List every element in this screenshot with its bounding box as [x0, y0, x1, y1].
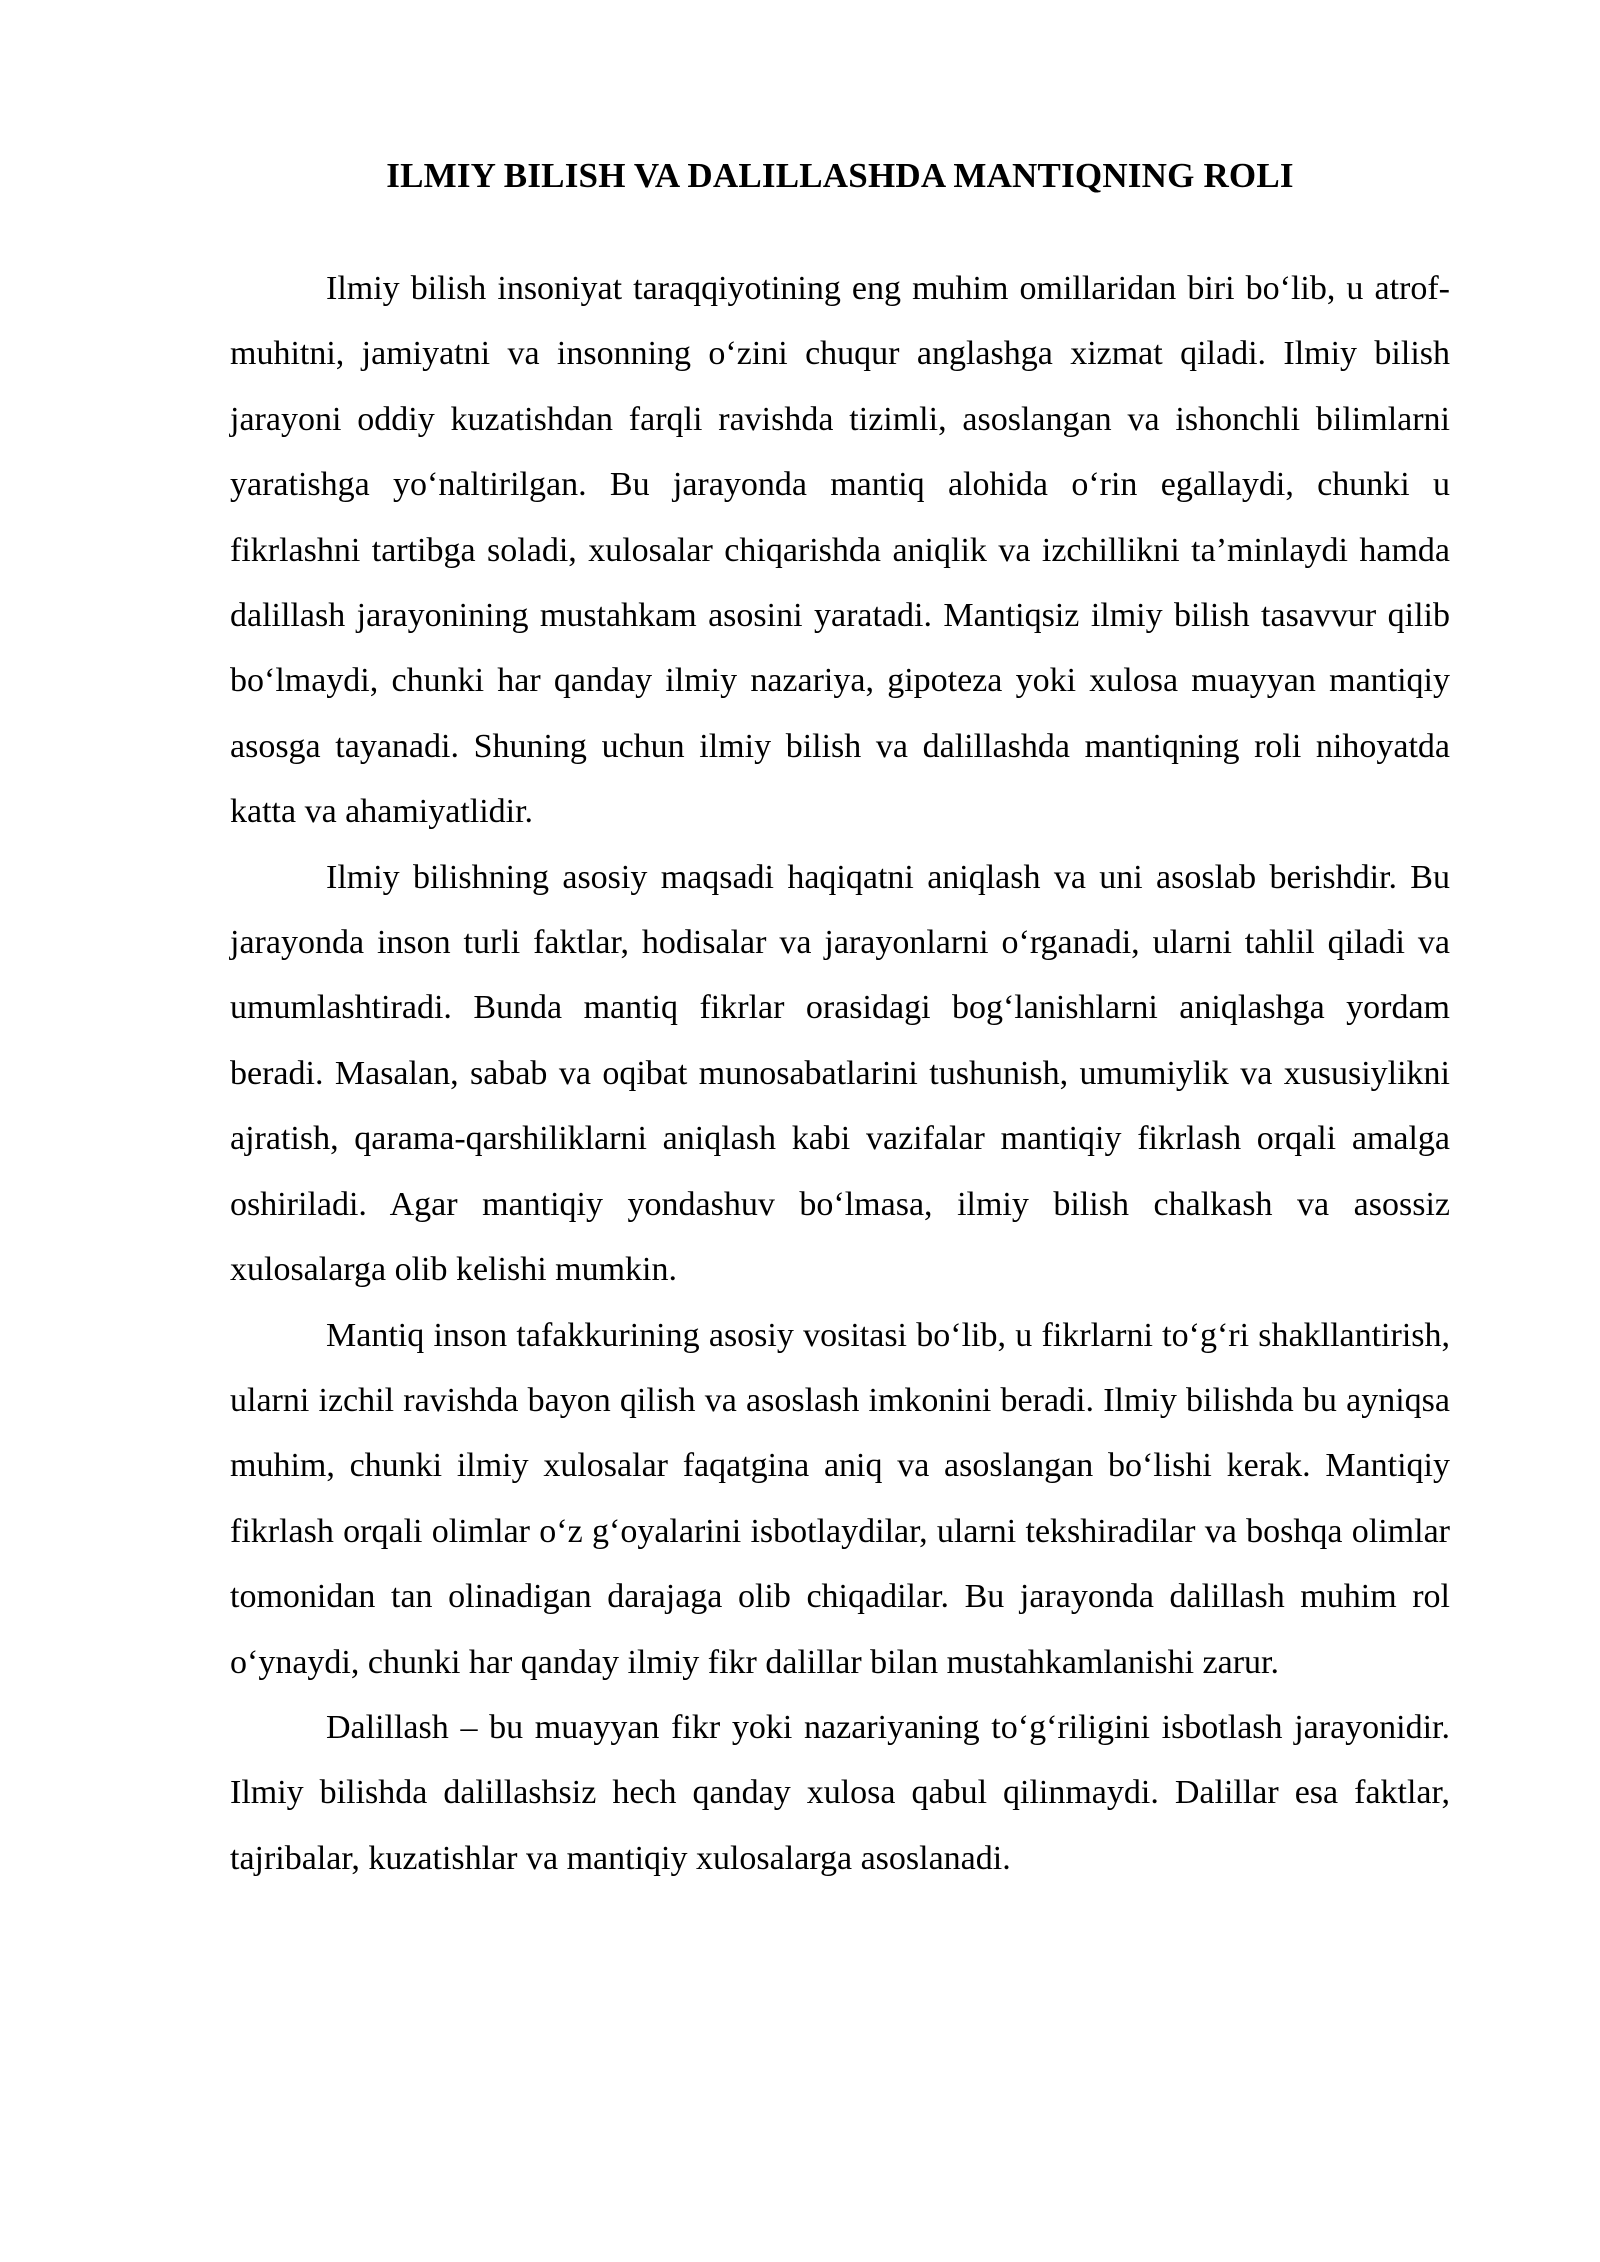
document-title: ILMIY BILISH VA DALILLASHDA MANTIQNING ROLI	[386, 156, 1294, 195]
document-body	[230, 256, 1450, 1891]
paragraph-1: Ilmiy bilish insoniyat taraqqiyotining eng muhim omillaridan biri bo‘lib, u atrof-muhitni, jamiyatni va insonning o‘zini chuqur anglashga xizmat qiladi. Ilmiy bilish jarayoni oddiy kuzatishdan farqli ravishda tizimli, asoslangan va ishonchli bilimlarni yaratishga yo‘naltirilgan. Bu jarayonda mantiq alohida o‘rin egallaydi, chunki u fikrlashni tartibga soladi, xulosalar chiqarishda aniqlik va izchillikni ta’minlaydi hamda dalillash jarayonining mustahkam asosini yaratadi. Mantiqsiz ilmiy bilish tasavvur qilib bo‘lmaydi, chunki har qanday ilmiy nazariya, gipoteza yoki xulosa muayyan mantiqiy asosga tayanadi. Shuning uchun ilmiy bilish va dalillashda mantiqning roli nihoyatda katta va ahamiyatlidir.	[230, 270, 1450, 831]
paragraph-2: Ilmiy bilishning asosiy maqsadi haqiqatni aniqlash va uni asoslab berishdir. Bu jarayonda inson turli faktlar, hodisalar va jarayonlarni o‘rganadi, ularni tahlil qiladi va umumlashtiradi. Bunda mantiq fikrlar orasidagi bog‘lanishlarni aniqlashga yordam beradi. Masalan, sabab va oqibat munosabatlarini tushunish, umumiylik va xususiylikni ajratish, qarama-qarshiliklarni aniqlash kabi vazifalar mantiqiy fikrlash orqali amalga oshiriladi. Agar mantiqiy yondashuv bo‘lmasa, ilmiy bilish chalkash va asossiz xulosalarga olib kelishi mumkin.	[230, 858, 1450, 1289]
paragraph-3: Mantiq inson tafakkurining asosiy vositasi bo‘lib, u fikrlarni to‘g‘ri shakllantirish, ularni izchil ravishda bayon qilish va asoslash imkonini beradi. Ilmiy bilishda bu ayniqsa muhim, chunki ilmiy xulosalar faqatgina aniq va asoslangan bo‘lishi kerak. Mantiqiy fikrlash orqali olimlar o‘z g‘oyalarini isbotlaydilar, ularni tekshiradilar va boshqa olimlar tomonidan tan olinadigan darajaga olib chiqadilar. Bu jarayonda dalillash muhim rol o‘ynaydi, chunki har qanday ilmiy fikr dalillar bilan mustahkamlanishi zarur.	[230, 1316, 1450, 1681]
paragraph-4: Dalillash – bu muayyan fikr yoki nazariyaning to‘g‘riligini isbotlash jarayonidir. Ilmiy bilishda dalillashsiz hech qanday xulosa qabul qilinmaydi. Dalillar esa faktlar, tajribalar, kuzatishlar va mantiqiy xulosalarga asoslanadi.	[230, 1708, 1450, 1877]
